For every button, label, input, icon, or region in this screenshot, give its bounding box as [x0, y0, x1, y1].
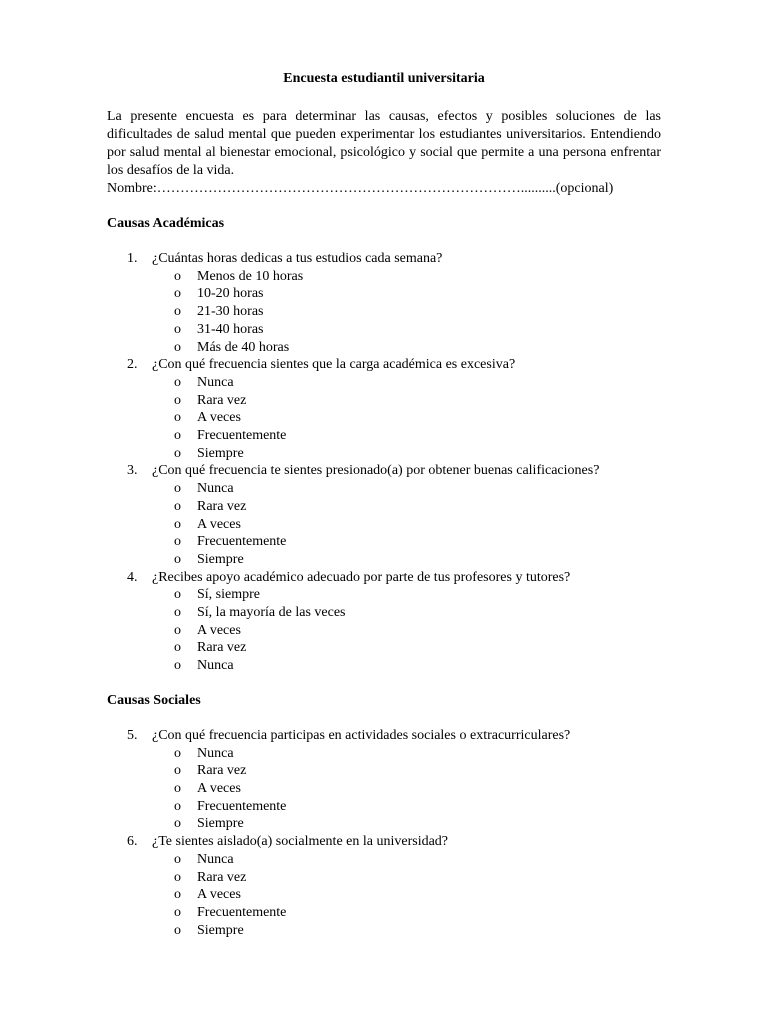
answer-option	[107, 321, 661, 339]
answer-option	[107, 374, 661, 392]
option-list	[107, 745, 661, 834]
option-bullet: o	[174, 622, 181, 638]
question-text: ¿Te sientes aislado(a) socialmente en la universidad?	[152, 834, 449, 850]
option-bullet: o	[174, 481, 181, 497]
option-bullet: o	[174, 745, 181, 761]
question-line	[107, 833, 661, 851]
answer-option	[107, 762, 661, 780]
answer-option	[107, 780, 661, 798]
answer-option	[107, 604, 661, 622]
question-number: 6.	[127, 834, 138, 850]
question-line	[107, 569, 661, 587]
option-bullet: o	[174, 658, 181, 674]
option-text: Menos de 10 horas	[197, 268, 304, 284]
question-list	[107, 250, 661, 675]
option-text: Rara vez	[197, 640, 247, 656]
answer-option	[107, 657, 661, 675]
answer-option	[107, 339, 661, 357]
question-text: ¿Recibes apoyo académico adecuado por parte de tus profesores y tutores?	[152, 569, 571, 585]
option-bullet: o	[174, 321, 181, 337]
option-text: Nunca	[197, 658, 234, 674]
option-text: A veces	[197, 516, 241, 532]
option-text: Frecuentemente	[197, 904, 287, 920]
option-list	[107, 851, 661, 940]
option-text: Frecuentemente	[197, 798, 287, 814]
option-text: A veces	[197, 622, 241, 638]
option-text: 21-30 horas	[197, 304, 264, 320]
option-text: Siempre	[197, 922, 244, 938]
answer-option	[107, 851, 661, 869]
answer-option	[107, 268, 661, 286]
option-bullet: o	[174, 268, 181, 284]
option-text: Frecuentemente	[197, 534, 287, 550]
option-list	[107, 374, 661, 463]
option-bullet: o	[174, 904, 181, 920]
option-text: Nunca	[197, 745, 234, 761]
answer-option	[107, 445, 661, 463]
answer-option	[107, 904, 661, 922]
option-bullet: o	[174, 780, 181, 796]
option-text: A veces	[197, 410, 241, 426]
survey-sections	[107, 215, 661, 939]
intro-paragraph: La presente encuesta es para determinar las causas, efectos y posibles soluciones de las dificultades de salud mental que pueden experimentar los estudiantes universitarios. Entendiendo por salud mental al bienestar emocional, psicológico y social que permite a una persona enfrentar los desafíos de la vida.	[107, 109, 661, 178]
survey-document	[107, 70, 661, 939]
option-text: Siempre	[197, 445, 244, 461]
option-bullet: o	[174, 286, 181, 302]
option-bullet: o	[174, 374, 181, 390]
survey-section	[107, 692, 661, 939]
answer-option	[107, 516, 661, 534]
option-text: A veces	[197, 780, 241, 796]
name-optional-note: (opcional)	[555, 181, 614, 196]
option-text: Rara vez	[197, 869, 247, 885]
section-heading: Causas Sociales	[107, 692, 201, 708]
option-bullet: o	[174, 410, 181, 426]
option-bullet: o	[174, 445, 181, 461]
option-bullet: o	[174, 851, 181, 867]
option-text: Nunca	[197, 851, 234, 867]
document-title: Encuesta estudiantil universitaria	[283, 71, 485, 86]
option-text: Siempre	[197, 816, 244, 832]
question-number: 1.	[127, 251, 138, 266]
option-text: Sí, la mayoría de las veces	[197, 605, 346, 621]
option-text: Siempre	[197, 551, 244, 567]
option-bullet: o	[174, 516, 181, 532]
question-number: 3.	[127, 463, 138, 479]
option-bullet: o	[174, 498, 181, 514]
answer-option	[107, 622, 661, 640]
survey-question	[107, 356, 661, 462]
option-bullet: o	[174, 339, 181, 355]
option-bullet: o	[174, 869, 181, 885]
survey-question	[107, 462, 661, 568]
option-text: 31-40 horas	[197, 321, 264, 337]
survey-question	[107, 727, 661, 833]
answer-option	[107, 815, 661, 833]
answer-option	[107, 480, 661, 498]
survey-question	[107, 250, 661, 356]
option-text: Frecuentemente	[197, 428, 287, 444]
answer-option	[107, 392, 661, 410]
option-bullet: o	[174, 534, 181, 550]
survey-question	[107, 833, 661, 939]
option-text: Rara vez	[197, 498, 247, 514]
name-field-line	[107, 180, 661, 198]
survey-section	[107, 215, 661, 675]
answer-option	[107, 745, 661, 763]
question-text: ¿Con qué frecuencia sientes que la carga académica es excesiva?	[152, 357, 516, 373]
question-line	[107, 250, 661, 268]
answer-option	[107, 886, 661, 904]
question-line	[107, 727, 661, 745]
answer-option	[107, 498, 661, 516]
option-bullet: o	[174, 551, 181, 567]
option-text: Sí, siempre	[197, 587, 260, 603]
option-text: Nunca	[197, 481, 234, 497]
option-text: A veces	[197, 887, 241, 903]
name-dots: ……………………………………………………………………..........	[156, 181, 556, 196]
option-list	[107, 268, 661, 357]
option-bullet: o	[174, 605, 181, 621]
answer-option	[107, 427, 661, 445]
option-text: Nunca	[197, 374, 234, 390]
name-label: Nombre:	[107, 181, 157, 196]
option-bullet: o	[174, 304, 181, 320]
option-text: 10-20 horas	[197, 286, 264, 302]
question-text: ¿Con qué frecuencia te sientes presionado(a) por obtener buenas calificaciones?	[152, 463, 600, 479]
option-bullet: o	[174, 887, 181, 903]
option-bullet: o	[174, 798, 181, 814]
survey-question	[107, 569, 661, 675]
answer-option	[107, 285, 661, 303]
question-text: ¿Con qué frecuencia participas en actividades sociales o extracurriculares?	[152, 727, 571, 743]
answer-option	[107, 409, 661, 427]
option-text: Rara vez	[197, 392, 247, 408]
option-text: Más de 40 horas	[197, 339, 290, 355]
option-bullet: o	[174, 392, 181, 408]
option-bullet: o	[174, 816, 181, 832]
question-number: 4.	[127, 569, 138, 585]
option-list	[107, 480, 661, 569]
answer-option	[107, 639, 661, 657]
answer-option	[107, 551, 661, 569]
answer-option	[107, 922, 661, 940]
option-text: Rara vez	[197, 763, 247, 779]
answer-option	[107, 303, 661, 321]
option-bullet: o	[174, 587, 181, 603]
answer-option	[107, 533, 661, 551]
question-line	[107, 462, 661, 480]
question-number: 5.	[127, 727, 138, 743]
option-bullet: o	[174, 428, 181, 444]
answer-option	[107, 798, 661, 816]
option-bullet: o	[174, 640, 181, 656]
question-text: ¿Cuántas horas dedicas a tus estudios cada semana?	[152, 251, 443, 266]
question-list	[107, 727, 661, 939]
section-heading: Causas Académicas	[107, 216, 225, 231]
option-bullet: o	[174, 922, 181, 938]
answer-option	[107, 586, 661, 604]
answer-option	[107, 869, 661, 887]
question-number: 2.	[127, 357, 138, 373]
option-list	[107, 586, 661, 675]
option-bullet: o	[174, 763, 181, 779]
question-line	[107, 356, 661, 374]
